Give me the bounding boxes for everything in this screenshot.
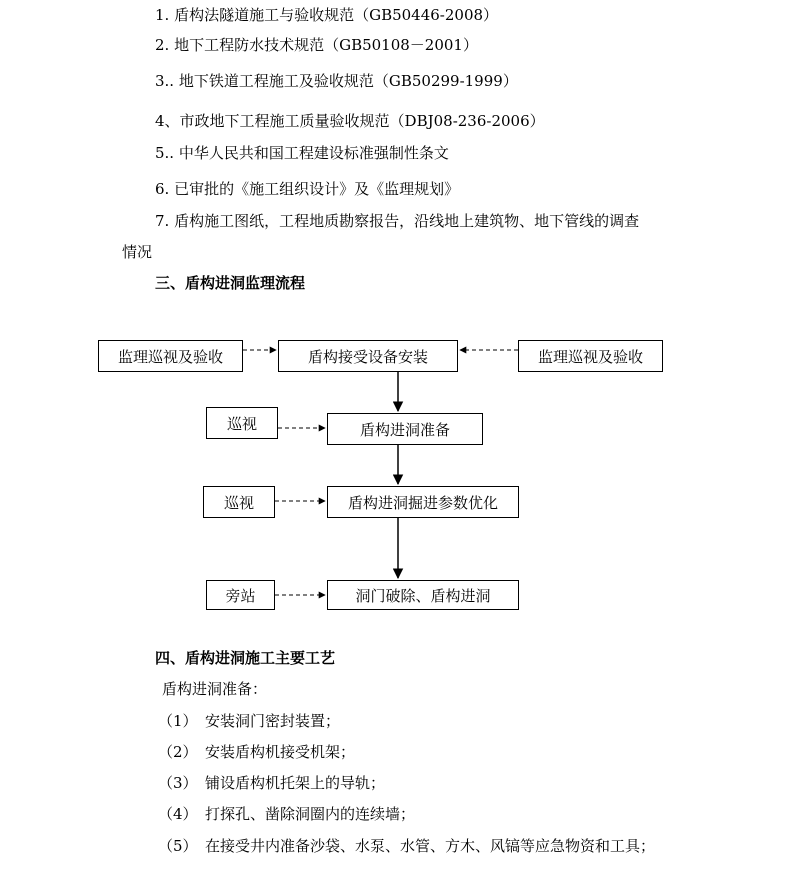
reference-item-continuation: 情况 bbox=[122, 243, 153, 261]
section-heading: 三、盾构进洞监理流程 bbox=[155, 274, 306, 292]
flow-box-parameter-optimization: 盾构进洞掘进参数优化 bbox=[327, 486, 519, 518]
flow-box-equipment-install: 盾构接受设备安装 bbox=[278, 340, 458, 372]
reference-item: 3.. 地下铁道工程施工及验收规范（GB50299-1999） bbox=[155, 72, 518, 90]
flow-box-supervision-left: 监理巡视及验收 bbox=[98, 340, 243, 372]
flow-box-onsite-supervision: 旁站 bbox=[206, 580, 275, 610]
flow-box-patrol: 巡视 bbox=[203, 486, 275, 518]
section-heading: 四、盾构进洞施工主要工艺 bbox=[155, 649, 336, 667]
procedure-step: （2） 安装盾构机接受机架； bbox=[158, 743, 356, 761]
flow-box-patrol: 巡视 bbox=[206, 407, 278, 439]
flow-box-entry-prep: 盾构进洞准备 bbox=[327, 413, 483, 445]
procedure-step: （5） 在接受井内准备沙袋、水泵、水管、方木、风镐等应急物资和工具； bbox=[158, 837, 656, 855]
reference-item: 2. 地下工程防水技术规范（GB50108－2001） bbox=[155, 36, 478, 54]
flow-box-portal-breaking: 洞门破除、盾构进洞 bbox=[327, 580, 519, 610]
reference-item: 7. 盾构施工图纸，工程地质勘察报告，沿线地上建筑物、地下管线的调查 bbox=[155, 212, 640, 230]
flow-box-supervision-right: 监理巡视及验收 bbox=[518, 340, 663, 372]
subsection-title: 盾构进洞准备： bbox=[162, 680, 268, 698]
procedure-step: （4） 打探孔、凿除洞圈内的连续墙； bbox=[158, 805, 416, 823]
reference-item: 5.. 中华人民共和国工程建设标准强制性条文 bbox=[155, 144, 449, 162]
reference-item: 6. 已审批的《施工组织设计》及《监理规划》 bbox=[155, 180, 460, 198]
reference-item: 1. 盾构法隧道施工与验收规范（GB50446-2008） bbox=[155, 6, 499, 24]
reference-item: 4、市政地下工程施工质量验收规范（DBJ08-236-2006） bbox=[155, 112, 545, 130]
procedure-step: （3） 铺设盾构机托架上的导轨； bbox=[158, 774, 386, 792]
procedure-step: （1） 安装洞门密封装置； bbox=[158, 712, 341, 730]
